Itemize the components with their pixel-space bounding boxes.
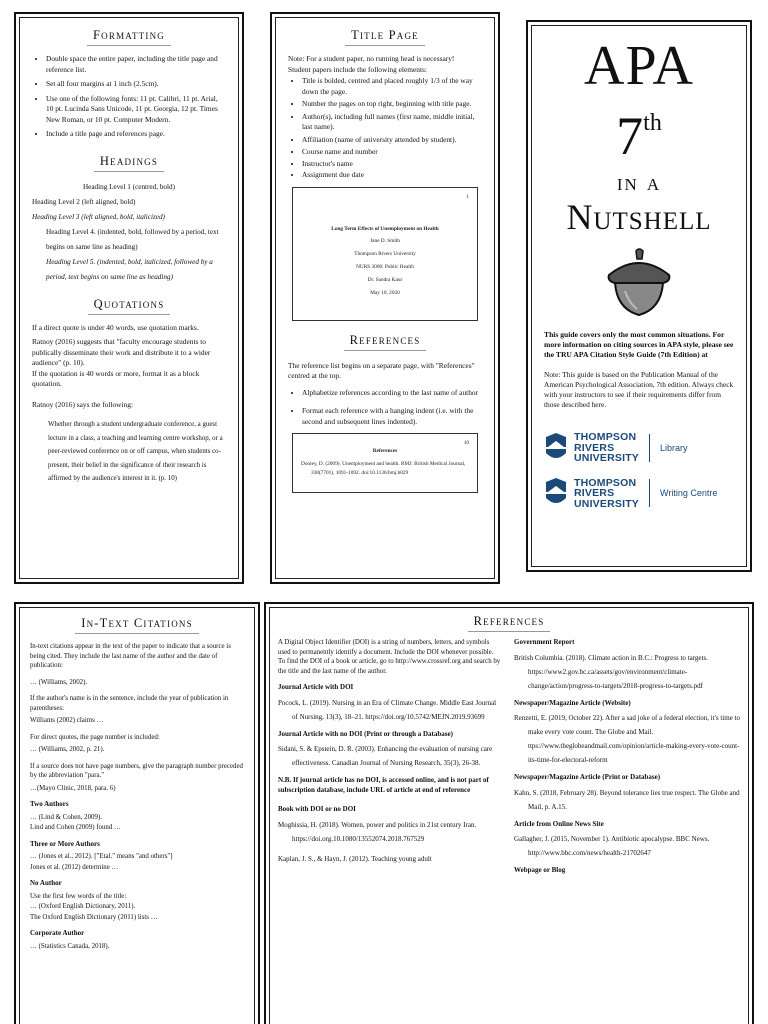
- formatting-bullet: • Use one of the following fonts: 11 pt. Calibri, 11 pt. Arial, 10 pt. Lucinda Sans Unicode, 11 pt. Georgia, 12 pt. Times New Roman, or 10 pt. Computer Modern.: [46, 94, 226, 126]
- no-author-example: The Oxford English Dictionary (2011) lists …: [30, 913, 158, 921]
- book-heading: Book with DOI or no DOI: [278, 805, 356, 813]
- references-big-panel: [264, 602, 754, 1024]
- journal-no-doi-heading: Journal Article with no DOI (Print or through a Database): [278, 729, 453, 738]
- formatting-bullet: • Set all four margins at 1 inch (2.5cm).: [46, 79, 226, 90]
- in-text-e3: … (Williams, 2002, p. 21).: [30, 746, 105, 753]
- title-page-heading: Title Page: [345, 28, 425, 46]
- sample-ref-entry: Dooley, D. (2009). Unemployment and health. BMJ: British Medical Journal, 338(7701), 1091-1092. doi:10.1136/bmj.b829: [301, 461, 466, 476]
- sample-course: NURS 3000: Public Health: [356, 263, 414, 270]
- title-page-bullet: • Number the pages on top right, beginning with title page.: [302, 99, 482, 110]
- tru-logo-icon: [544, 433, 568, 463]
- cover-note: Note: This guide is based on the Publication Manual of the American Psychological Association, 7th edition. Always check with your instructors to see if their requirements differ from those described here.: [544, 370, 734, 409]
- heading-level-3: Heading Level 3 (left aligned, bold, italicized): [32, 212, 165, 221]
- sample-author: Jane D. Smith: [370, 237, 400, 244]
- acorn-icon: [544, 247, 734, 322]
- cover-panel: [526, 20, 752, 572]
- sample-page-number: 1: [466, 193, 469, 200]
- quotations-p4: Ratnoy (2016) says the following:: [32, 399, 133, 409]
- quotations-p2: Ratnoy (2016) suggests that "faculty encourage students to publically disseminate their work and distribute it to a wider audience" (p. 10).: [32, 337, 211, 367]
- references-list: [288, 388, 482, 428]
- quotations-p3: If the quotation is 40 words or more, format it as a block quotation.: [32, 368, 200, 388]
- logo-library-label: Library: [660, 442, 688, 453]
- news-web-entry: Renzetti, E. (2019, October 22). After a sad joke of a federal election, it's time to make every vote count. The Globe and Mail. ttps://www.theglobeandmail.com/opinion/article-making-every-vote-count-its-time-for-electoral-reform: [514, 714, 740, 764]
- references-col-right: [514, 638, 740, 879]
- title-page-list: [288, 76, 482, 181]
- book-entry: Kaplan, J. S., & Hayn, J. (2012). Teaching young adult: [278, 854, 432, 863]
- in-text-e1: … (Williams, 2002).: [30, 678, 88, 686]
- cover-guide-text: This guide covers only the most common situations. For more information on citing sources in APA style, please see the TRU APA Citation Style Guide (7th Edition) at: [544, 330, 734, 359]
- references-heading: References: [344, 333, 427, 351]
- heading-level-1: Heading Level 1 (centred, bold): [82, 182, 175, 191]
- two-authors-example: Lind and Cohen (2009) found …: [30, 824, 121, 831]
- formatting-heading: Formatting: [87, 28, 171, 46]
- in-text-panel: [14, 602, 260, 1024]
- two-authors-heading: Two Authors: [30, 800, 69, 808]
- corporate-author-example: … (Statistics Canada, 2018).: [30, 942, 110, 950]
- nb-note: N.B. If journal article has no DOI, is accessed online, and is not part of subscription database, include URL of article at end of reference: [278, 776, 489, 794]
- in-text-p4: If a source does not have page numbers, give the paragraph number preceded by the abbreviation "para.": [30, 762, 243, 779]
- cover-edition: [544, 94, 734, 165]
- block-quotation: Whether through a student undergraduate conference, a guest lecture in a class, a teaching and learning centre workshop, or a peer-reviewed conference on or off campus, when students co-present, their belief in the significance of their research is affirmed by the audience's interest in it. (p. 10): [48, 421, 223, 482]
- online-news-entry: Gallagher, J. (2015, November 1). Antibiotic apocalypse. BBC News. http://www.bbc.com/news/health-21702647: [514, 835, 710, 857]
- sample-instructor: Dr. Sandra Kaur: [367, 276, 403, 283]
- cover-seven: 7: [616, 106, 644, 166]
- formatting-bullet: • Include a title page and references page.: [46, 129, 226, 140]
- references-bullet: • Format each reference with a hanging indent (i.e. with the second and subsequent lines indented).: [302, 406, 482, 427]
- news-print-heading: Newspaper/Magazine Article (Print or Database): [514, 773, 661, 781]
- in-text-e2: Williams (2002) claims …: [30, 717, 104, 724]
- cover-title: [544, 35, 734, 237]
- cover-nutshell: Nutshell: [566, 197, 712, 237]
- in-text-p3: For direct quotes, the page number is included:: [30, 733, 160, 741]
- sample-title-page: [292, 187, 478, 321]
- no-author-example: … (Oxford English Dictionary, 2011).: [30, 903, 136, 910]
- references-col-left: [278, 638, 502, 879]
- references-intro: The reference list begins on a separate page, with "References" centred at the top.: [288, 360, 475, 380]
- heading-level-4: Heading Level 4. (indented, bold, followed by a period, text begins on same line as heading): [46, 227, 219, 251]
- journal-no-doi-entry: Sidani, S. & Epstein, D. R. (2003). Enhancing the evaluation of nursing care effectiveness. Canadian Journal of Nursing Research, 35(3), 26-38.: [278, 745, 493, 767]
- book-entry: Moghissia, H. (2018). Women, power and politics in 21st century Iran. https://doi.org.10.1080/13552074.2018.767529: [278, 820, 477, 843]
- title-page-bullet: • Affiliation (name of university attended by student).: [302, 135, 482, 146]
- journal-doi-heading: Journal Article with DOI: [278, 683, 354, 691]
- sample-date: May 10, 2020: [370, 289, 400, 296]
- in-text-p2: If the author's name is in the sentence, include the year of publication in parentheses:: [30, 695, 229, 712]
- sample-reference-page: [292, 433, 478, 493]
- title-page-intro: Student papers include the following elements:: [288, 64, 427, 74]
- online-news-heading: Article from Online News Site: [514, 819, 604, 828]
- cover-th: th: [643, 110, 662, 136]
- references-bullet: • Alphabetize references according to the last name of author: [302, 388, 482, 399]
- logo-writing-centre-label: Writing Centre: [660, 488, 718, 499]
- title-page-bullet: • Title is bolded, centred and placed roughly 1/3 of the way down the page.: [302, 76, 482, 97]
- title-page-bullet: • Author(s), including full names (first name, middle initial, last name).: [302, 112, 482, 133]
- references-big-heading: References: [468, 614, 551, 632]
- sample-paper-title: Long Term Effects of Unemployment on Health: [331, 225, 439, 232]
- gov-report-heading: Government Report: [514, 638, 575, 646]
- gov-report-entry: British Columbia. (2018). Climate action in B.C.: Progress to targets. https://www2.gov.bc.ca/assets/gov/environment/climate-change/action/progress-to-targets/2018-progress-to-targets.pdf: [514, 653, 708, 690]
- tru-wordmark: THOMPSON RIVERS UNIVERSITY: [574, 431, 640, 464]
- title-page-bullet: • Instructor's name: [302, 159, 482, 170]
- cover-apa: APA: [584, 35, 694, 97]
- tru-writing-centre-logo: [544, 478, 734, 510]
- tru-wordmark: THOMPSON RIVERS UNIVERSITY: [574, 476, 640, 510]
- in-text-heading: In-Text Citations: [75, 616, 199, 634]
- in-text-p1: In-text citations appear in the text of the paper to indicate that a source is being cited. They include the last name of the author and the date of publication:: [30, 643, 231, 669]
- headings-heading: Headings: [94, 154, 164, 172]
- corporate-author-heading: Corporate Author: [30, 929, 85, 937]
- three-authors-example: Jones et al. (2012) determine …: [30, 863, 119, 871]
- three-authors-heading: Three or More Authors: [30, 839, 100, 848]
- sample-affiliation: Thompson Rivers University: [354, 250, 416, 257]
- tru-logo-icon: [544, 478, 568, 508]
- title-page-note: Note: For a student paper, no running head is necessary!: [288, 54, 455, 63]
- formatting-panel: [14, 12, 244, 584]
- quotations-heading: Quotations: [88, 297, 171, 315]
- news-print-entry: Kahn, S. (2018, February 28). Beyond tolerance lies true respect. The Globe and Mail, p. A.15.: [514, 788, 740, 811]
- formatting-list: [32, 54, 226, 140]
- sample-ref-heading: References: [372, 448, 398, 454]
- webpage-blog-heading: Webpage or Blog: [514, 866, 566, 874]
- cover-in-a: in a: [616, 170, 662, 196]
- heading-level-5: Heading Level 5. (indented, bold, italicized, followed by a period, text begins on same line as heading): [46, 257, 213, 281]
- title-page-bullet: • Course name and number: [302, 147, 482, 158]
- doi-paragraph: A Digital Object Identifier (DOI) is a string of numbers, letters, and symbols used to permanently identify a document. Include the DOI whenever possible. To find the DOI of a book or article, go to http://www.crossref.org and search by the title and the last name of the author.: [278, 639, 501, 675]
- title-page-panel: [270, 12, 500, 584]
- formatting-bullet: • Double space the entire paper, including the title page and reference list.: [46, 54, 226, 75]
- title-page-bullet: • Assignment due date: [302, 170, 482, 181]
- news-web-heading: Newspaper/Magazine Article (Website): [514, 698, 631, 707]
- in-text-e4: …(Mayo Clinic, 2018, para. 6): [30, 784, 116, 792]
- heading-level-2: Heading Level 2 (left aligned, bold): [32, 197, 136, 206]
- no-author-text: Use the first few words of the title:: [30, 892, 127, 900]
- quotations-p1: If a direct quote is under 40 words, use quotation marks.: [32, 322, 199, 332]
- tru-library-logo: [544, 432, 734, 464]
- journal-doi-entry: Pocock, L. (2019). Nursing in an Era of Climate Change. Middle East Journal of Nursing, 13(3), 18–21. https://doi.org/10.5742/MEJN.2019.93699: [278, 698, 497, 721]
- two-authors-example: … (Lind & Cohen, 2009).: [30, 813, 102, 821]
- three-authors-example: … (Jones et al., 2012). ["Etal." means "and others"]: [30, 853, 173, 860]
- sample-ref-page-number: 10: [463, 440, 469, 446]
- no-author-heading: No Author: [30, 879, 62, 887]
